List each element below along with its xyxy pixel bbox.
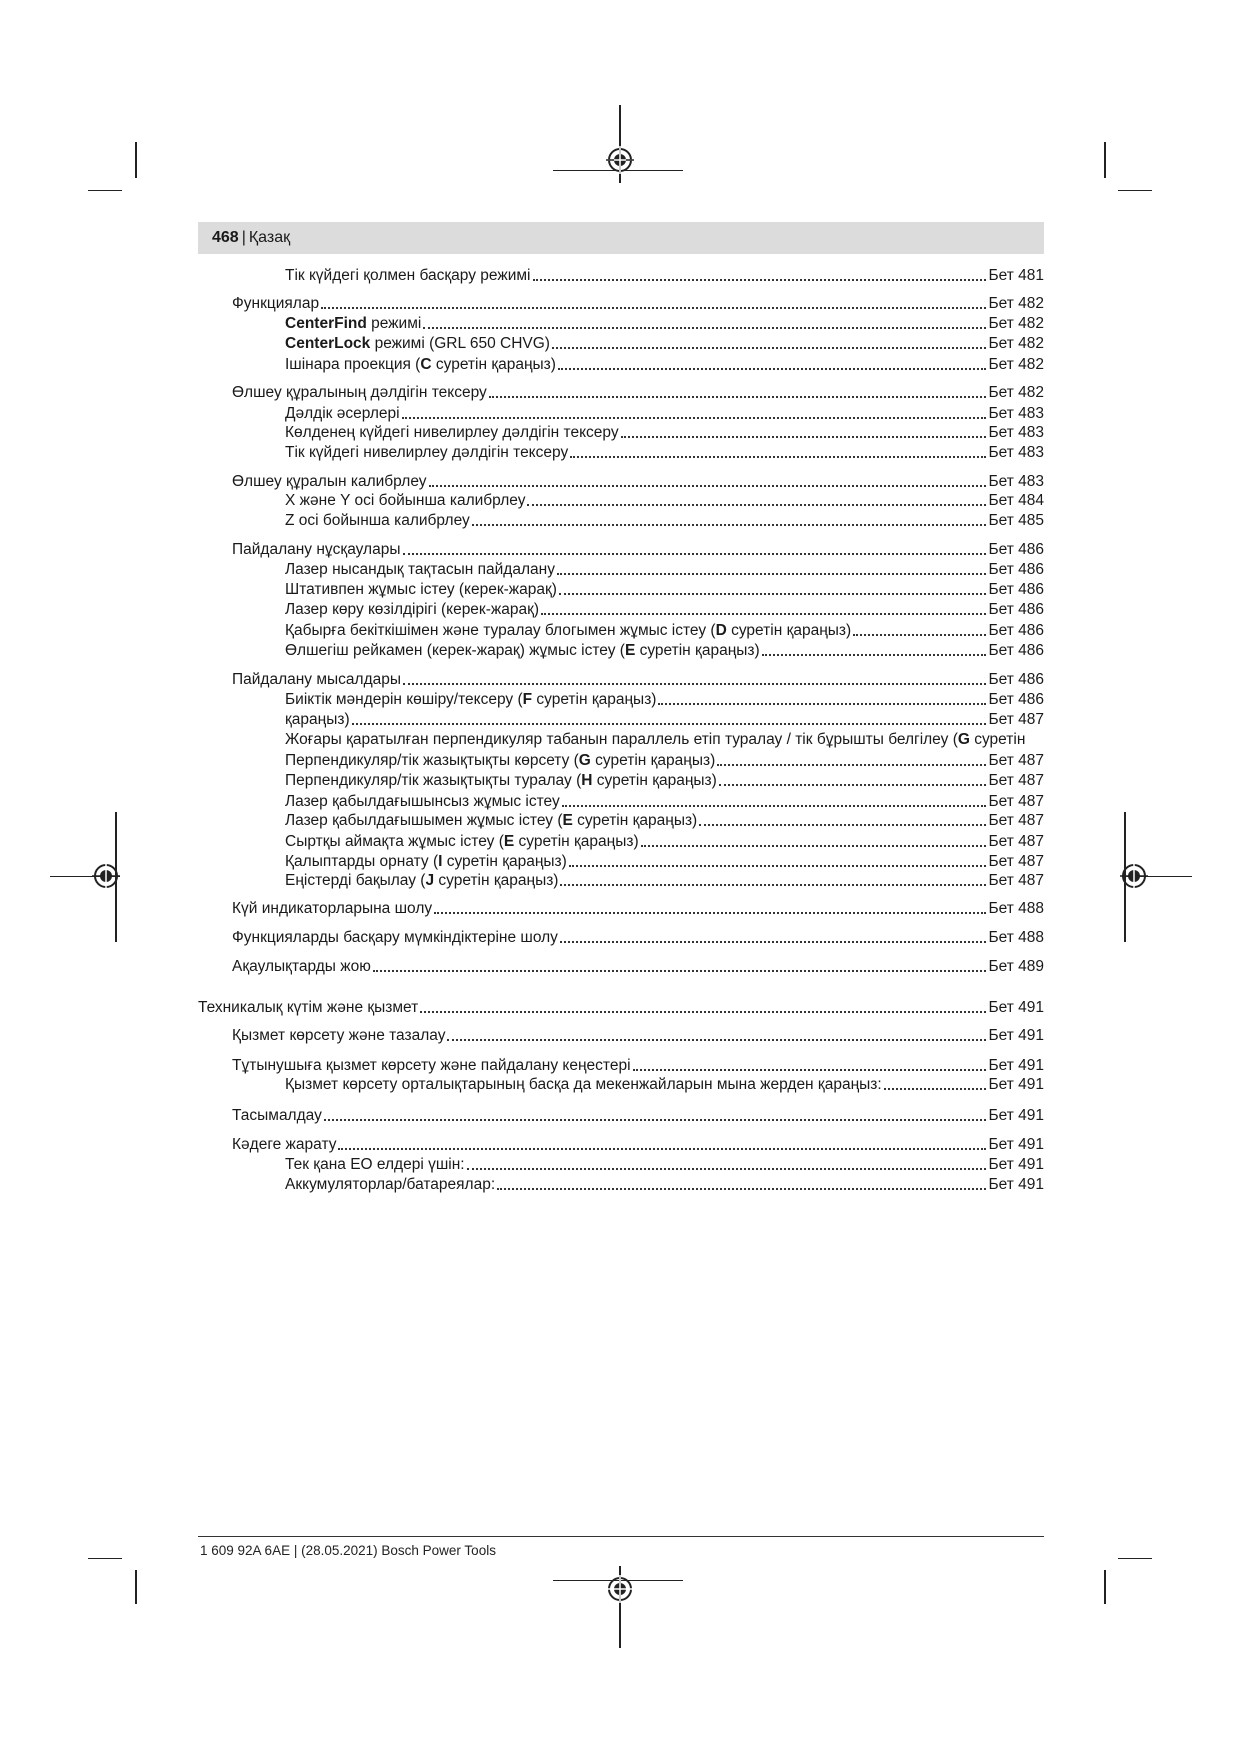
- toc-title-part: G: [578, 752, 591, 769]
- toc-title-part: CenterFind: [285, 315, 367, 332]
- toc-title-part: Қабырға бекіткішімен және туралау блогымен жұмыс істеу (: [285, 622, 716, 639]
- toc-entry[interactable]: [232, 670, 1044, 690]
- toc-title-part: суретін қараңыз): [572, 812, 698, 829]
- toc-entry-title: [232, 1026, 445, 1046]
- toc-title-part: C: [420, 356, 432, 373]
- toc-entry[interactable]: [285, 443, 1044, 463]
- registration-mark-icon: [92, 862, 120, 890]
- toc-title-part: режимі: [366, 315, 422, 332]
- toc-entry-page: Бет 487: [988, 833, 1044, 850]
- toc-title-part: Жоғары қаратылған перпендикуляр табанын параллель етіп туралау / тік бұрышты белгілеу (: [285, 731, 958, 748]
- toc-entry-page: Бет 491: [988, 1136, 1044, 1153]
- dot-leader: [338, 1148, 986, 1150]
- dot-leader: [560, 884, 986, 886]
- dot-leader: [497, 1188, 986, 1190]
- toc-entry[interactable]: [232, 957, 1044, 977]
- toc-entry-title: [232, 383, 487, 403]
- dot-leader: [557, 573, 987, 575]
- toc-entry[interactable]: [285, 621, 1044, 641]
- dot-leader: [373, 970, 987, 972]
- toc-entry-page: Бет 486: [988, 541, 1044, 558]
- crop-mark: [1118, 190, 1152, 191]
- dot-leader: [447, 1039, 986, 1041]
- dot-leader: [699, 824, 986, 826]
- toc-title-part: Күй индикаторларына шолу: [232, 900, 433, 917]
- toc-entry[interactable]: [285, 423, 1044, 443]
- toc-entry-page: Бет 486: [988, 622, 1044, 639]
- toc-title-part: G: [957, 731, 970, 748]
- toc-title-part: суретін қараңыз): [590, 752, 716, 769]
- toc-entry-page: Бет 482: [988, 295, 1044, 312]
- toc-title-part: суретін қараңыз): [434, 872, 559, 889]
- toc-title-part: Функциялар: [232, 295, 320, 312]
- toc-entry-title: [285, 690, 656, 710]
- toc-entry-title: [285, 621, 851, 641]
- toc-title-part: Тік күйдегі қолмен басқару режимі: [285, 267, 531, 284]
- toc-title-part: E: [624, 642, 636, 659]
- toc-entry-page: Бет 491: [988, 1176, 1044, 1193]
- toc-entry[interactable]: [285, 314, 1044, 334]
- toc-entry-page: Бет 491: [988, 1057, 1044, 1074]
- toc-entry[interactable]: [285, 771, 1044, 791]
- toc-entry-title: [285, 792, 560, 812]
- toc-entry[interactable]: [285, 491, 1044, 511]
- toc-entry-title: [285, 266, 531, 286]
- toc-title-part: X және Y осі бойынша калибрлеу: [285, 492, 526, 509]
- toc-entry-page: Бет 482: [988, 315, 1044, 332]
- toc-entry-page: Бет 487: [988, 752, 1044, 769]
- dot-leader: [569, 865, 987, 867]
- page-number: 468: [212, 229, 239, 246]
- toc-entry-page: Бет 491: [988, 1076, 1044, 1093]
- toc-title-part: I: [438, 853, 443, 870]
- toc-entry-title: [285, 852, 567, 872]
- toc-entry-page: Бет 487: [988, 772, 1044, 789]
- toc-entry-page: Бет 486: [988, 642, 1044, 659]
- registration-mark-icon: [1120, 862, 1148, 890]
- toc-entry[interactable]: [285, 811, 1044, 831]
- toc-entry-page: Бет 486: [988, 561, 1044, 578]
- toc-entry[interactable]: [285, 690, 1044, 710]
- toc-title-part: Ақаулықтарды жою: [232, 958, 371, 975]
- toc-entry[interactable]: [285, 710, 1044, 730]
- dot-leader: [641, 845, 987, 847]
- toc-entry[interactable]: [232, 294, 1044, 314]
- toc-entry-page: Бет 483: [988, 473, 1044, 490]
- dot-leader: [884, 1088, 987, 1090]
- toc-entry[interactable]: [198, 998, 1044, 1018]
- toc-entry[interactable]: [232, 1026, 1044, 1046]
- dot-leader: [403, 683, 986, 685]
- toc-entry[interactable]: [285, 334, 1044, 354]
- toc-entry-page: Бет 487: [988, 872, 1044, 889]
- toc-title-part: суретін қараңыз): [431, 356, 556, 373]
- toc-entry[interactable]: [285, 560, 1044, 580]
- dot-leader: [533, 279, 987, 281]
- toc-title-part: режимі (GRL 650 CHVG): [370, 335, 550, 352]
- toc-title-part: J: [425, 872, 435, 889]
- dot-leader: [853, 634, 986, 636]
- toc-title-part: Лазер қабылдағышымен жұмыс істеу (: [285, 812, 563, 829]
- toc-entry-page: Бет 487: [988, 793, 1044, 810]
- toc-entry-page: Бет 491: [988, 1027, 1044, 1044]
- dot-leader: [472, 524, 987, 526]
- toc-title-part: суретін: [969, 731, 1026, 748]
- dot-leader: [719, 784, 987, 786]
- toc-entry[interactable]: [285, 1155, 1044, 1175]
- dot-leader: [562, 805, 987, 807]
- toc-entry[interactable]: [232, 472, 1044, 492]
- toc-entry-title: [285, 511, 470, 531]
- toc-entry-title: [232, 294, 319, 314]
- toc-entry-title: [232, 670, 401, 690]
- toc-entry-page: Бет 482: [988, 335, 1044, 352]
- toc-entry[interactable]: [285, 511, 1044, 531]
- toc-entry-page: Бет 486: [988, 671, 1044, 688]
- dot-leader: [324, 1119, 987, 1121]
- toc-title-part: Өлшеу құралын калибрлеу: [232, 473, 427, 490]
- dot-leader: [352, 723, 987, 725]
- toc-title-part: D: [715, 622, 727, 639]
- toc-entry-title: [285, 641, 760, 661]
- toc-title-part: Ішінара проекция (: [285, 356, 421, 373]
- toc-entry-page: Бет 491: [988, 999, 1044, 1016]
- toc-entry-page: Бет 481: [988, 267, 1044, 284]
- toc-title-part: Функцияларды басқару мүмкіндіктеріне шолу: [232, 929, 558, 946]
- toc-title-part: Тік күйдегі нивелирлеу дәлдігін тексеру: [285, 444, 569, 461]
- toc-title-part: CenterLock: [285, 335, 371, 352]
- toc-entry[interactable]: [232, 1135, 1044, 1155]
- dot-leader: [658, 703, 986, 705]
- toc-entry-wrap-line: [285, 730, 1044, 750]
- toc-entry[interactable]: [285, 1175, 1044, 1195]
- dot-leader: [558, 368, 987, 370]
- toc-title-part: суретін қараңыз): [635, 642, 760, 659]
- dot-leader: [527, 504, 986, 506]
- toc-title-part: суретін қараңыз): [442, 853, 567, 870]
- toc-entry-page: Бет 488: [988, 900, 1044, 917]
- dot-leader: [560, 941, 987, 943]
- toc-title-part: суретін қараңыз): [592, 772, 717, 789]
- toc-entry[interactable]: [232, 1056, 1044, 1076]
- running-header: [198, 222, 1044, 254]
- crop-mark: [88, 190, 122, 191]
- toc-entry-title: [232, 472, 427, 492]
- toc-title-part: Пайдалану мысалдары: [232, 671, 402, 688]
- toc-title-part: Аккумуляторлар/батареялар:: [285, 1176, 496, 1193]
- toc-entry[interactable]: [232, 383, 1044, 403]
- dot-leader: [429, 485, 987, 487]
- toc-entry-title: [285, 355, 556, 375]
- footer-text: 1 609 92A 6AE | (28.05.2021) Bosch Power Tools: [200, 1543, 496, 1558]
- toc-title-part: суретін қараңыз): [514, 833, 639, 850]
- toc-entry-title: [285, 560, 555, 580]
- crop-mark: [88, 1558, 122, 1559]
- crop-mark: [1104, 1570, 1106, 1604]
- toc-entry[interactable]: [285, 751, 1044, 771]
- toc-title-part: Қалыптарды орнату (: [285, 853, 439, 870]
- toc-entry-title: [285, 580, 557, 600]
- toc-entry-title: [232, 1135, 336, 1155]
- toc-entry-title: [285, 600, 539, 620]
- toc-entry-page: Бет 486: [988, 601, 1044, 618]
- toc-title-part: қараңыз): [285, 711, 350, 728]
- toc-entry-title: [198, 998, 418, 1018]
- toc-entry[interactable]: [285, 600, 1044, 620]
- crop-mark: [135, 142, 137, 178]
- toc-title-part: Перпендикуляр/тік жазықтықты көрсету (: [285, 752, 579, 769]
- toc-entry-title: [285, 404, 400, 424]
- toc-title-part: Биіктік мәндерін көшіру/тексеру (: [285, 691, 523, 708]
- dot-leader: [541, 613, 986, 615]
- dot-leader: [402, 417, 987, 419]
- dot-leader: [552, 347, 986, 349]
- toc-entry-title: [232, 540, 401, 560]
- toc-entry-title: [285, 1155, 465, 1175]
- toc-title-part: Тұтынушыға қызмет көрсету және пайдалану кеңестері: [232, 1057, 631, 1074]
- dot-leader: [559, 593, 986, 595]
- toc-title-part: Тек қана ЕО елдері үшін:: [285, 1156, 465, 1173]
- crop-mark: [1118, 1558, 1152, 1559]
- toc-title-part: суретін қараңыз): [726, 622, 852, 639]
- dot-leader: [570, 456, 986, 458]
- toc-entry-page: Бет 487: [988, 812, 1044, 829]
- toc-title-part: Перпендикуляр/тік жазықтықты туралау (: [285, 772, 582, 789]
- footer-rule: [198, 1536, 1044, 1537]
- toc-entry-title: [285, 832, 639, 852]
- registration-mark-icon: [606, 146, 634, 174]
- toc-title-part: Қызмет көрсету орталықтарының басқа да мекенжайларын мына жерден қараңыз:: [285, 1076, 882, 1093]
- dot-leader: [403, 553, 987, 555]
- toc-entry[interactable]: [285, 355, 1044, 375]
- dot-leader: [423, 327, 986, 329]
- toc-title-part: Тасымалдау: [232, 1107, 322, 1124]
- toc-title-part: F: [522, 691, 533, 708]
- toc-entry-title: [285, 314, 421, 334]
- toc-entry-title: [285, 1175, 495, 1195]
- toc-entry-page: Бет 486: [988, 691, 1044, 708]
- toc-entry-title: [285, 871, 558, 891]
- toc-title-part: E: [503, 833, 515, 850]
- toc-entry[interactable]: [285, 404, 1044, 424]
- toc-entry-title: [232, 899, 432, 919]
- toc-entry-title: [232, 1056, 631, 1076]
- toc-entry-title: [232, 957, 371, 977]
- toc-entry-title: [285, 751, 715, 771]
- toc-entry[interactable]: [232, 540, 1044, 560]
- toc-entry[interactable]: [285, 852, 1044, 872]
- toc-title-part: Штативпен жұмыс істеу (керек-жарақ): [285, 581, 557, 598]
- toc-title-part: Өлшегіш рейкамен (керек-жарақ) жұмыс істеу (: [285, 642, 625, 659]
- dot-leader: [621, 436, 987, 438]
- toc-entry[interactable]: [232, 928, 1044, 948]
- toc-entry-title: [285, 443, 568, 463]
- toc-title-part: Өлшеу құралының дәлдігін тексеру: [232, 384, 487, 401]
- dot-leader: [717, 764, 986, 766]
- toc-entry-page: Бет 487: [988, 711, 1044, 728]
- toc-entry-title: [285, 491, 525, 511]
- toc-entry[interactable]: [285, 871, 1044, 891]
- toc-entry-page: Бет 483: [988, 444, 1044, 461]
- registration-mark-icon: [606, 1575, 634, 1603]
- dot-leader: [489, 396, 987, 398]
- toc-entry-page: Бет 482: [988, 356, 1044, 373]
- toc-title-part: Еңістерді бақылау (: [285, 872, 426, 889]
- toc-title-part: Z осі бойынша калибрлеу: [285, 512, 470, 529]
- toc-entry[interactable]: [232, 1106, 1044, 1126]
- toc-entry-title: [232, 928, 558, 948]
- toc-title-part: E: [562, 812, 573, 829]
- toc-title-part: Пайдалану нұсқаулары: [232, 541, 401, 558]
- toc-entry-title: [285, 423, 619, 443]
- toc-entry[interactable]: [285, 641, 1044, 661]
- toc-entry-page: Бет 487: [988, 853, 1044, 870]
- toc-entry-title: [232, 1106, 322, 1126]
- crop-mark: [1104, 142, 1106, 178]
- toc-title-part: H: [581, 772, 593, 789]
- dot-leader: [633, 1069, 987, 1071]
- toc-title-part: Лазер нысандық тақтасын пайдалану: [285, 561, 555, 578]
- dot-leader: [762, 654, 987, 656]
- toc-entry-page: Бет 489: [988, 958, 1044, 975]
- dot-leader: [434, 912, 986, 914]
- toc-entry-title: [285, 771, 717, 791]
- toc-entry-page: Бет 483: [988, 405, 1044, 422]
- toc-entry-page: Бет 482: [988, 384, 1044, 401]
- toc-title-part: Қызмет көрсету және тазалау: [232, 1027, 446, 1044]
- dot-leader: [420, 1011, 986, 1013]
- toc-title-part: Лазер көру көзілдірігі (керек-жарақ): [285, 601, 540, 618]
- toc-entry-page: Бет 486: [988, 581, 1044, 598]
- toc-title-part: Кәдеге жарату: [232, 1136, 337, 1153]
- toc-entry-title: [285, 1075, 882, 1095]
- toc-entry-title: [285, 811, 697, 831]
- toc-title-part: Көлденең күйдегі нивелирлеу дәлдігін тексеру: [285, 424, 619, 441]
- toc-entry-page: Бет 484: [988, 492, 1044, 509]
- toc-entry-page: Бет 488: [988, 929, 1044, 946]
- toc-entry-page: Бет 485: [988, 512, 1044, 529]
- header-separator: |: [241, 229, 246, 246]
- toc-entry[interactable]: [232, 899, 1044, 919]
- toc-entry-page: Бет 483: [988, 424, 1044, 441]
- toc-title-part: Сыртқы аймақта жұмыс істеу (: [285, 833, 504, 850]
- toc-title-part: суретін қараңыз): [532, 691, 657, 708]
- toc-entry-title: [285, 334, 550, 354]
- toc-title-part: Лазер қабылдағышынсыз жұмыс істеу: [285, 793, 560, 810]
- toc-entry[interactable]: [285, 266, 1044, 286]
- toc-entry[interactable]: [285, 792, 1044, 812]
- dot-leader: [321, 307, 986, 309]
- toc-entry[interactable]: [285, 832, 1044, 852]
- toc-entry[interactable]: [285, 580, 1044, 600]
- toc-entry-page: Бет 491: [988, 1107, 1044, 1124]
- toc-title-part: Техникалық күтім және қызмет: [198, 999, 419, 1016]
- header-language: Қазақ: [248, 229, 291, 246]
- toc-entry-title: [285, 710, 350, 730]
- crop-mark: [135, 1570, 137, 1604]
- toc-title-part: Дәлдік әсерлері: [285, 405, 400, 422]
- toc-entry[interactable]: [285, 1075, 1044, 1095]
- toc-entry-page: Бет 491: [988, 1156, 1044, 1173]
- dot-leader: [467, 1168, 987, 1170]
